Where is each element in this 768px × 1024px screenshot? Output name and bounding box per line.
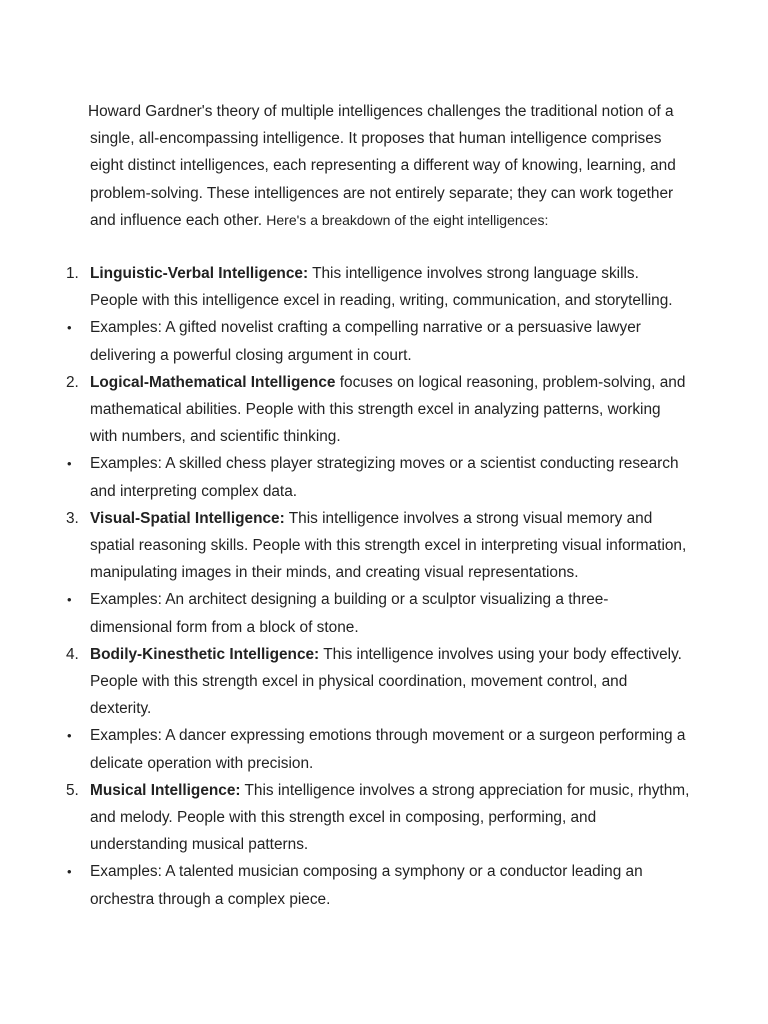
list-item	[66, 505, 690, 587]
list-item	[66, 777, 690, 859]
intro-main-text: Howard Gardner's theory of multiple intelligences challenges the traditional notion of a single, all-encompassing intelligence. It proposes that human intelligence comprises eight distinct intelligences, each representing a different way of knowing, learning, and problem-solving. These intelligences are not entirely separate; they can work together and influence each other.	[88, 103, 676, 229]
intelligences-list	[66, 260, 690, 913]
example-text: Examples: A skilled chess player strategizing moves or a scientist conducting research and interpreting complex data.	[90, 455, 679, 500]
bullet-marker: •	[67, 864, 72, 880]
example-bullet	[67, 586, 690, 640]
intro-paragraph	[90, 98, 680, 234]
item-term: Logical-Mathematical Intelligence	[90, 373, 336, 391]
item-number: 1.	[66, 265, 79, 282]
example-bullet	[67, 858, 690, 912]
example-bullet	[67, 722, 690, 776]
item-text: This intelligence involves using your body effectively. People with this strength excel in physical coordination, movement control, and dexterity.	[90, 645, 682, 718]
item-term: Linguistic-Verbal Intelligence:	[90, 265, 309, 282]
example-text: Examples: A gifted novelist crafting a compelling narrative or a persuasive lawyer delivering a powerful closing argument in court.	[90, 319, 641, 364]
item-number: 2.	[66, 373, 79, 391]
example-text: Examples: An architect designing a building or a sculptor visualizing a three-dimensional form from a block of stone.	[90, 591, 609, 636]
item-term: Visual-Spatial Intelligence:	[90, 509, 285, 527]
bullet-marker: •	[67, 456, 72, 472]
bullet-marker: •	[67, 728, 72, 744]
item-text: This intelligence involves strong language skills. People with this intelligence excel in reading, writing, communication, and storytelling.	[90, 265, 673, 310]
item-number: 4.	[66, 645, 79, 663]
item-term: Musical Intelligence:	[90, 781, 241, 799]
item-term: Bodily-Kinesthetic Intelligence:	[90, 645, 320, 663]
item-number: 3.	[66, 509, 79, 527]
bullet-marker: •	[67, 320, 72, 336]
item-text: focuses on logical reasoning, problem-solving, and mathematical abilities. People with this strength excel in analyzing patterns, working with numbers, and scientific thinking.	[90, 373, 686, 446]
example-text: Examples: A talented musician composing a symphony or a conductor leading an orchestra through a complex piece.	[90, 863, 643, 908]
item-text: This intelligence involves a strong appreciation for music, rhythm, and melody. People with this strength excel in composing, performing, and understanding musical patterns.	[90, 781, 690, 854]
list-item	[66, 260, 690, 314]
list-item	[66, 641, 690, 723]
example-bullet	[67, 314, 690, 368]
bullet-marker: •	[67, 592, 72, 608]
example-text: Examples: A dancer expressing emotions through movement or a surgeon performing a delicate operation with precision.	[90, 727, 686, 772]
intro-tail-text: Here's a breakdown of the eight intelligences:	[266, 211, 549, 228]
item-text: This intelligence involves a strong visual memory and spatial reasoning skills. People with this strength excel in interpreting visual information, manipulating images in their minds, and creating visual representations.	[90, 509, 687, 582]
item-number: 5.	[66, 781, 79, 799]
list-item	[66, 369, 690, 451]
example-bullet	[67, 450, 690, 504]
